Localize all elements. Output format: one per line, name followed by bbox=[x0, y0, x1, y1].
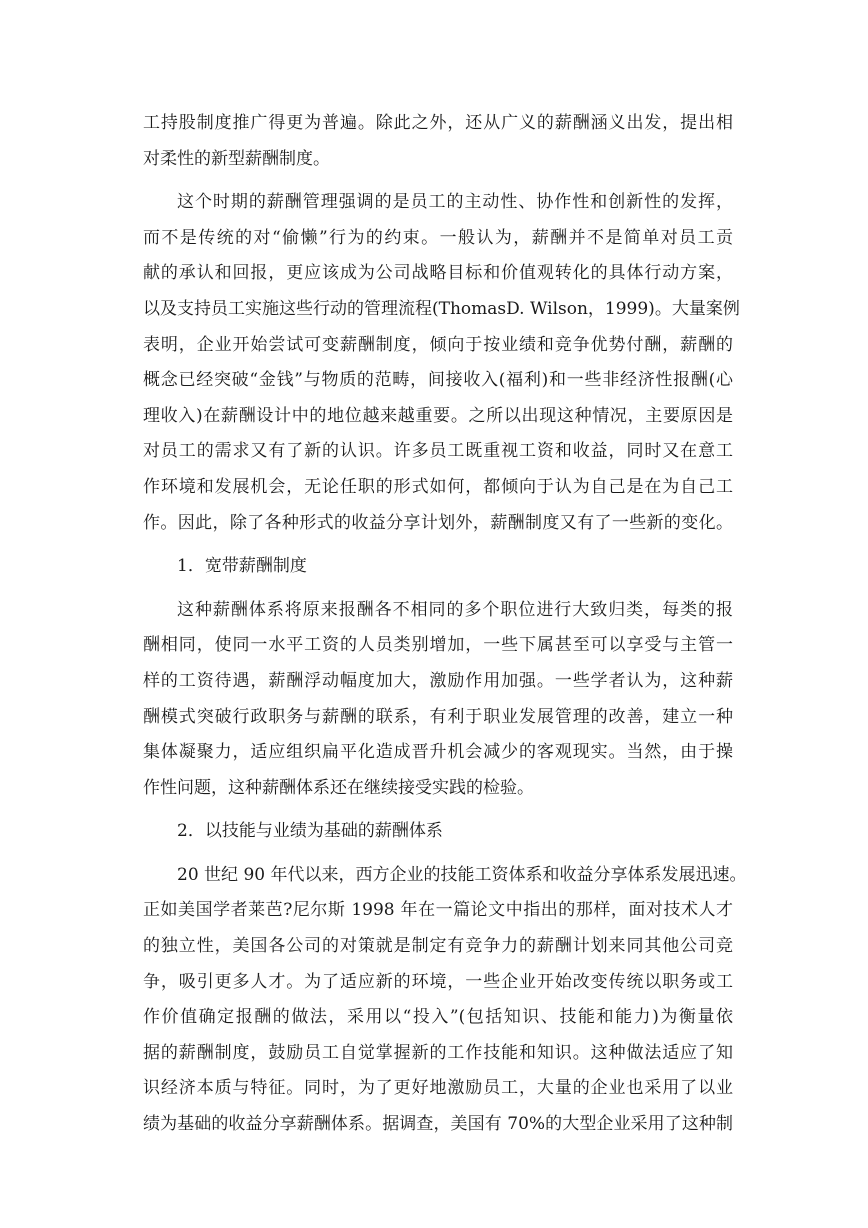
text-line: 献的承认和回报，更应该成为公司战略目标和价值观转化的具体行动方案， bbox=[143, 263, 733, 284]
text-line: 20 世纪 90 年代以来，西方企业的技能工资体系和收益分享体系发展迅速。 bbox=[177, 864, 747, 885]
text-line: 对员工的需求又有了新的认识。许多员工既重视工资和收益，同时又在意工 bbox=[143, 441, 733, 462]
text-line: 作环境和发展机会，无论任职的形式如何，都倾向于认为自己是在为自己工 bbox=[143, 476, 733, 497]
text-line: 酬模式突破行政职务与薪酬的联系，有利于职业发展管理的改善，建立一种 bbox=[143, 706, 733, 727]
text-line: 争，吸引更多人才。为了适应新的环境，一些企业开始改变传统以职务或工 bbox=[143, 971, 733, 992]
text-line: 集体凝聚力，适应组织扁平化造成晋升机会减少的客观现实。当然，由于操 bbox=[143, 742, 733, 763]
text-line: 作价值确定报酬的做法，采用以“投入”(包括知识、技能和能力)为衡量依 bbox=[143, 1007, 733, 1028]
text-line: 作。因此，除了各种形式的收益分享计划外，薪酬制度又有了一些新的变化。 bbox=[143, 512, 733, 533]
paragraph-skill-performance bbox=[143, 858, 747, 1143]
heading-text: 2．以技能与业绩为基础的薪酬体系 bbox=[177, 821, 443, 842]
section-heading-broadband-salary bbox=[143, 549, 733, 585]
text-line: 理收入)在薪酬设计中的地位越来越重要。之所以出现这种情况，主要原因是 bbox=[143, 405, 733, 426]
text-line: 工持股制度推广得更为普遍。除此之外，还从广义的薪酬涵义出发，提出相 bbox=[143, 113, 733, 133]
paragraph-broadband-salary bbox=[143, 593, 733, 807]
paragraph-salary-management bbox=[143, 185, 740, 541]
text-line: 的独立性，美国各公司的对策就是制定有竞争力的薪酬计划来同其他公司竞 bbox=[143, 936, 733, 957]
text-line: 样的工资待遇，薪酬浮动幅度加大，激励作用加强。一些学者认为，这种薪 bbox=[143, 670, 733, 691]
text-line: 这个时期的薪酬管理强调的是员工的主动性、协作性和创新性的发挥， bbox=[177, 192, 733, 213]
text-line: 对柔性的新型薪酬制度。 bbox=[143, 148, 330, 169]
text-line: 绩为基础的收益分享薪酬体系。据调查，美国有 70%的大型企业采用了这种制 bbox=[143, 1114, 733, 1135]
text-line: 概念已经突破“金钱”与物质的范畴，间接收入(福利)和一些非经济性报酬(心 bbox=[143, 370, 733, 391]
text-line: 据的薪酬制度，鼓励员工自觉掌握新的工作技能和知识。这种做法适应了知 bbox=[143, 1042, 733, 1063]
text-line: 以及支持员工实施这些行动的管理流程(ThomasD. Wilson，1999)。大量案例 bbox=[143, 298, 740, 319]
text-line: 识经济本质与特征。同时，为了更好地激励员工，大量的企业也采用了以业 bbox=[143, 1078, 733, 1099]
heading-text: 1．宽带薪酬制度 bbox=[177, 556, 307, 577]
section-heading-skill-performance bbox=[143, 814, 733, 850]
document-body bbox=[143, 106, 747, 1151]
paragraph-continuation bbox=[143, 106, 733, 177]
text-line: 这种薪酬体系将原来报酬各不相同的多个职位进行大致归类，每类的报 bbox=[177, 599, 733, 620]
text-line: 正如美国学者莱芭?尼尔斯 1998 年在一篇论文中指出的那样，面对技术人才 bbox=[143, 900, 733, 921]
text-line: 表明，企业开始尝试可变薪酬制度，倾向于按业绩和竞争优势付酬，薪酬的 bbox=[143, 334, 733, 355]
text-line: 酬相同，使同一水平工资的人员类别增加，一些下属甚至可以享受与主管一 bbox=[143, 635, 733, 656]
text-line: 作性问题，这种薪酬体系还在继续接受实践的检验。 bbox=[143, 777, 534, 798]
text-line: 而不是传统的对“偷懒”行为的约束。一般认为，薪酬并不是简单对员工贡 bbox=[143, 227, 733, 248]
